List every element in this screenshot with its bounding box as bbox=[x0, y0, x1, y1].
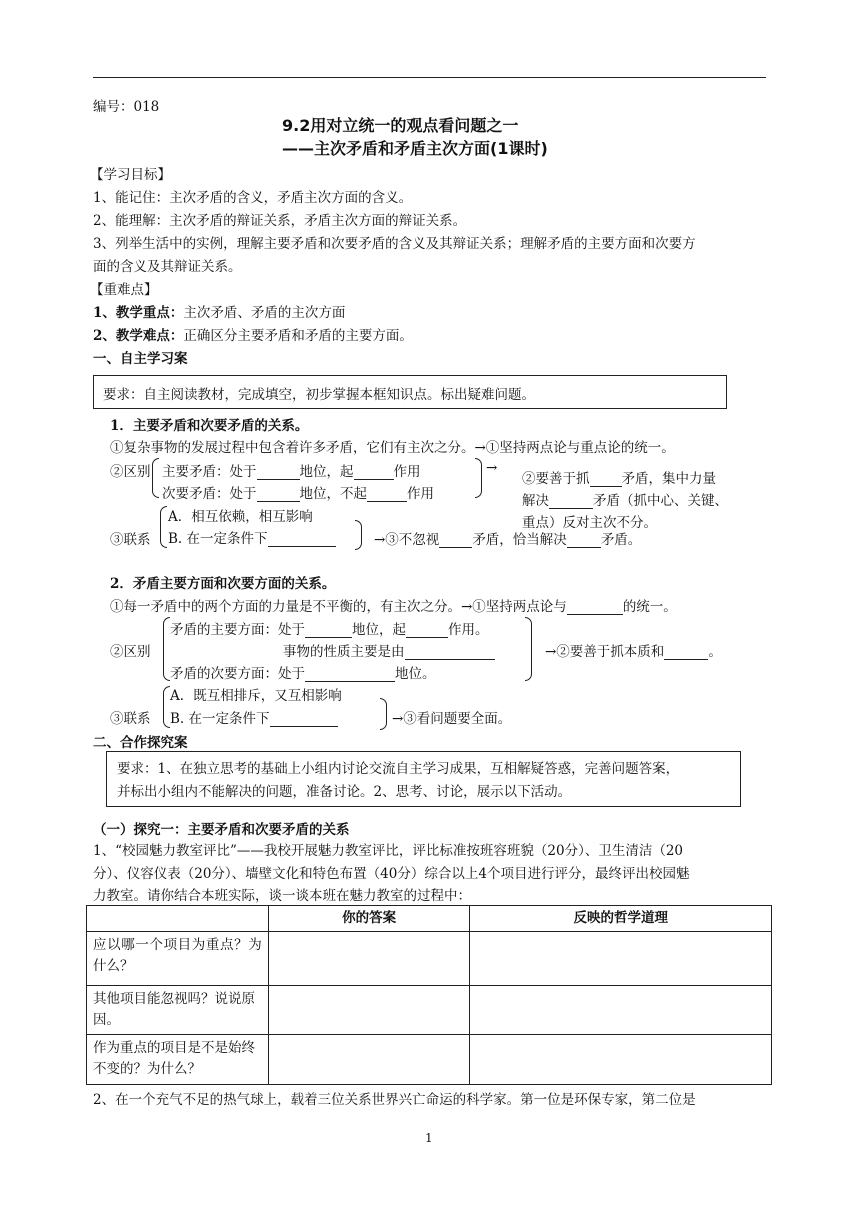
part1-link-label: ③联系 bbox=[110, 532, 151, 548]
part1-line1: ①复杂事物的发展过程中包含着许多矛盾，它们有主次之分。→①坚持两点论与重点论的统一。 bbox=[110, 440, 675, 456]
philosophy-cell[interactable] bbox=[470, 1035, 772, 1085]
blank-line bbox=[305, 667, 395, 682]
blank-line bbox=[549, 494, 593, 509]
link-b: B. 在一定条件下 bbox=[168, 531, 268, 547]
link-b: B. 在一定条件下 bbox=[170, 711, 270, 727]
philosophy-cell[interactable] bbox=[470, 986, 772, 1035]
answer-cell[interactable] bbox=[268, 986, 470, 1035]
table-row bbox=[87, 932, 772, 986]
right-line-3: 重点）反对主次不分。 bbox=[522, 515, 657, 531]
page-number: 1 bbox=[425, 1131, 433, 1145]
link-r-a: →③不忽视 bbox=[374, 532, 440, 548]
link-a: A．相互依赖，相互影响 bbox=[168, 509, 313, 525]
nature-line bbox=[283, 640, 495, 660]
main-b: 地位，起 bbox=[352, 622, 406, 638]
blank-line bbox=[268, 532, 336, 547]
r1-b: 矛盾，集中力量 bbox=[621, 471, 716, 487]
part2-link-a: A．既互相排斥，又互相影响 bbox=[170, 688, 342, 704]
table-row bbox=[87, 986, 772, 1035]
sec-c: 作用 bbox=[407, 486, 434, 502]
focus-line bbox=[93, 301, 345, 321]
q2-line1: 2、在一个充气不足的热气球上，载着三位关系世界兴亡命运的科学家。第一位是环保专家，第二位是 bbox=[93, 1092, 696, 1108]
table-row bbox=[87, 1035, 772, 1085]
blank-line bbox=[354, 465, 394, 480]
arrow: → bbox=[486, 460, 498, 476]
secondary-aspect-line bbox=[170, 662, 436, 682]
focus-text: 主次矛盾、矛盾的主次方面 bbox=[183, 305, 346, 321]
q1-line2: 分）、仪容仪表（20分）、墙壁文化和特色布置（40分）综合以上4个项目进行评分，最终评出校园魅 bbox=[93, 866, 690, 882]
blank-line bbox=[590, 472, 622, 487]
answer-cell[interactable] bbox=[268, 932, 470, 986]
title-line-1: 9.2用对立统一的观点看问题之一 bbox=[282, 116, 519, 135]
line1b: 的统一。 bbox=[622, 599, 677, 615]
goal-item-3a: 3、列举生活中的实例，理解主要矛盾和次要矛盾的含义及其辩证关系；理解矛盾的主要方面和次要方 bbox=[93, 236, 696, 252]
requirement-text-1: 要求：自主阅读教材，完成填空，初步掌握本框知识点。标出疑难问题。 bbox=[103, 387, 535, 403]
title-line-2: ——主次矛盾和矛盾主次方面(1课时) bbox=[282, 139, 548, 158]
part1-diff-label: ②区别 bbox=[110, 464, 151, 480]
difficulty-text: 正确区分主要矛盾和矛盾的主要方面。 bbox=[183, 328, 413, 344]
sec-a: 矛盾的次要方面：处于 bbox=[170, 666, 305, 682]
goal-item-3b: 面的含义及其辩证关系。 bbox=[93, 259, 242, 275]
brace-right bbox=[525, 617, 532, 681]
link-r-c: 矛盾。 bbox=[600, 532, 642, 548]
key-points-heading: 【重难点】 bbox=[90, 282, 158, 298]
table-header: 反映的哲学道理 bbox=[470, 906, 772, 932]
req2-line2: 并标出小组内不能解决的问题，准备讨论。2、思考、讨论，展示以下活动。 bbox=[117, 784, 572, 800]
goal-item-2: 2、能理解：主次矛盾的辩证关系，矛盾主次方面的辩证关系。 bbox=[93, 213, 467, 229]
part1-heading: 1．主要矛盾和次要矛盾的关系。 bbox=[110, 418, 309, 434]
header-rule bbox=[93, 77, 766, 78]
blank-line bbox=[567, 600, 623, 615]
table-header bbox=[87, 906, 269, 932]
blank-line bbox=[664, 645, 708, 660]
blank-line bbox=[567, 533, 601, 548]
table-question: 其他项目能忽视吗？说说原因。 bbox=[87, 986, 269, 1035]
philosophy-cell[interactable] bbox=[470, 932, 772, 986]
difficulty-line bbox=[93, 324, 413, 344]
part2-link-label: ③联系 bbox=[110, 711, 151, 727]
answer-table bbox=[86, 905, 772, 1085]
blank-line bbox=[439, 533, 472, 548]
table-question: 作为重点的项目是不是始终不变的？为什么？ bbox=[87, 1035, 269, 1085]
line1a: ①每一矛盾中的两个方面的力量是不平衡的，有主次之分。→①坚持两点论与 bbox=[110, 599, 567, 615]
brace-left bbox=[163, 686, 170, 728]
blank-line bbox=[305, 623, 352, 638]
goal-item-1: 1、能记住：主次矛盾的含义，矛盾主次方面的含义。 bbox=[93, 190, 413, 206]
main-c: 作用。 bbox=[448, 622, 489, 638]
goals-heading: 【学习目标】 bbox=[90, 167, 171, 183]
difficulty-label: 2、教学难点： bbox=[93, 328, 184, 344]
secondary-contradiction-line bbox=[162, 482, 434, 502]
main-c: 作用 bbox=[393, 464, 421, 480]
part2-heading: 2．矛盾主要方面和次要方面的关系。 bbox=[110, 576, 336, 592]
section2-heading: 二、合作探究案 bbox=[93, 735, 188, 751]
main-aspect-line bbox=[170, 618, 489, 638]
section1-heading: 一、自主学习案 bbox=[93, 351, 188, 367]
brace-right bbox=[475, 458, 482, 498]
part2-link-b-line bbox=[170, 707, 338, 727]
answer-cell[interactable] bbox=[268, 1035, 470, 1085]
part2-right-line bbox=[545, 640, 722, 660]
blank-line bbox=[406, 623, 448, 638]
sec-b: 地位。 bbox=[395, 666, 436, 682]
q1-line3: 力教室。请你结合本班实际，谈一谈本班在魅力教室的过程中： bbox=[93, 888, 471, 904]
table-header-row bbox=[87, 906, 772, 932]
brace-right bbox=[355, 520, 362, 550]
explore1-heading: （一）探究一：主要矛盾和次要矛盾的关系 bbox=[93, 822, 350, 838]
right-a: →②要善于抓本质和 bbox=[545, 644, 665, 660]
nature: 事物的性质主要是由 bbox=[283, 644, 405, 660]
table-header: 你的答案 bbox=[268, 906, 470, 932]
q1-line1: 1、“校园魅力教室评比”——我校开展魅力教室评比，评比标准按班容班貌（20分）、卫生清洁（20 bbox=[93, 843, 683, 859]
brace-left bbox=[152, 458, 159, 498]
sec-b: 地位，不起 bbox=[299, 486, 367, 502]
blank-line bbox=[257, 465, 300, 480]
r1-a: ②要善于抓 bbox=[522, 471, 590, 487]
link-right-line bbox=[374, 528, 641, 548]
main-a: 矛盾的主要方面：处于 bbox=[170, 622, 305, 638]
link-b-line bbox=[168, 527, 336, 547]
main-contradiction-line bbox=[162, 460, 421, 480]
part2-line1 bbox=[110, 595, 677, 615]
sec-a: 次要矛盾：处于 bbox=[162, 486, 257, 502]
right-b: 。 bbox=[708, 644, 722, 660]
r2-a: 解决 bbox=[522, 493, 549, 509]
brace-left bbox=[160, 506, 167, 548]
right-line-2 bbox=[522, 489, 728, 509]
blank-line bbox=[257, 487, 300, 502]
blank-line bbox=[367, 487, 407, 502]
main-b: 地位，起 bbox=[299, 464, 354, 480]
right-line-1 bbox=[522, 467, 716, 487]
table-question: 应以哪一个项目为重点？为什么？ bbox=[87, 932, 269, 986]
doc-number: 编号：018 bbox=[93, 99, 160, 115]
req2-line1: 要求：1、在独立思考的基础上小组内讨论交流自主学习成果，互相解疑答惑，完善问题答案， bbox=[117, 761, 680, 777]
r2-b: 矛盾（抓中心、关键、 bbox=[593, 493, 728, 509]
part2-link-right: →③看问题要全面。 bbox=[392, 711, 512, 727]
blank-line bbox=[405, 645, 495, 660]
brace-right bbox=[380, 698, 387, 730]
brace-left bbox=[163, 617, 170, 681]
blank-line bbox=[270, 712, 338, 727]
main-a: 主要矛盾：处于 bbox=[162, 464, 257, 480]
part2-diff-label: ②区别 bbox=[110, 644, 151, 660]
focus-label: 1、教学重点： bbox=[93, 305, 184, 321]
link-r-b: 矛盾，恰当解决 bbox=[472, 532, 567, 548]
